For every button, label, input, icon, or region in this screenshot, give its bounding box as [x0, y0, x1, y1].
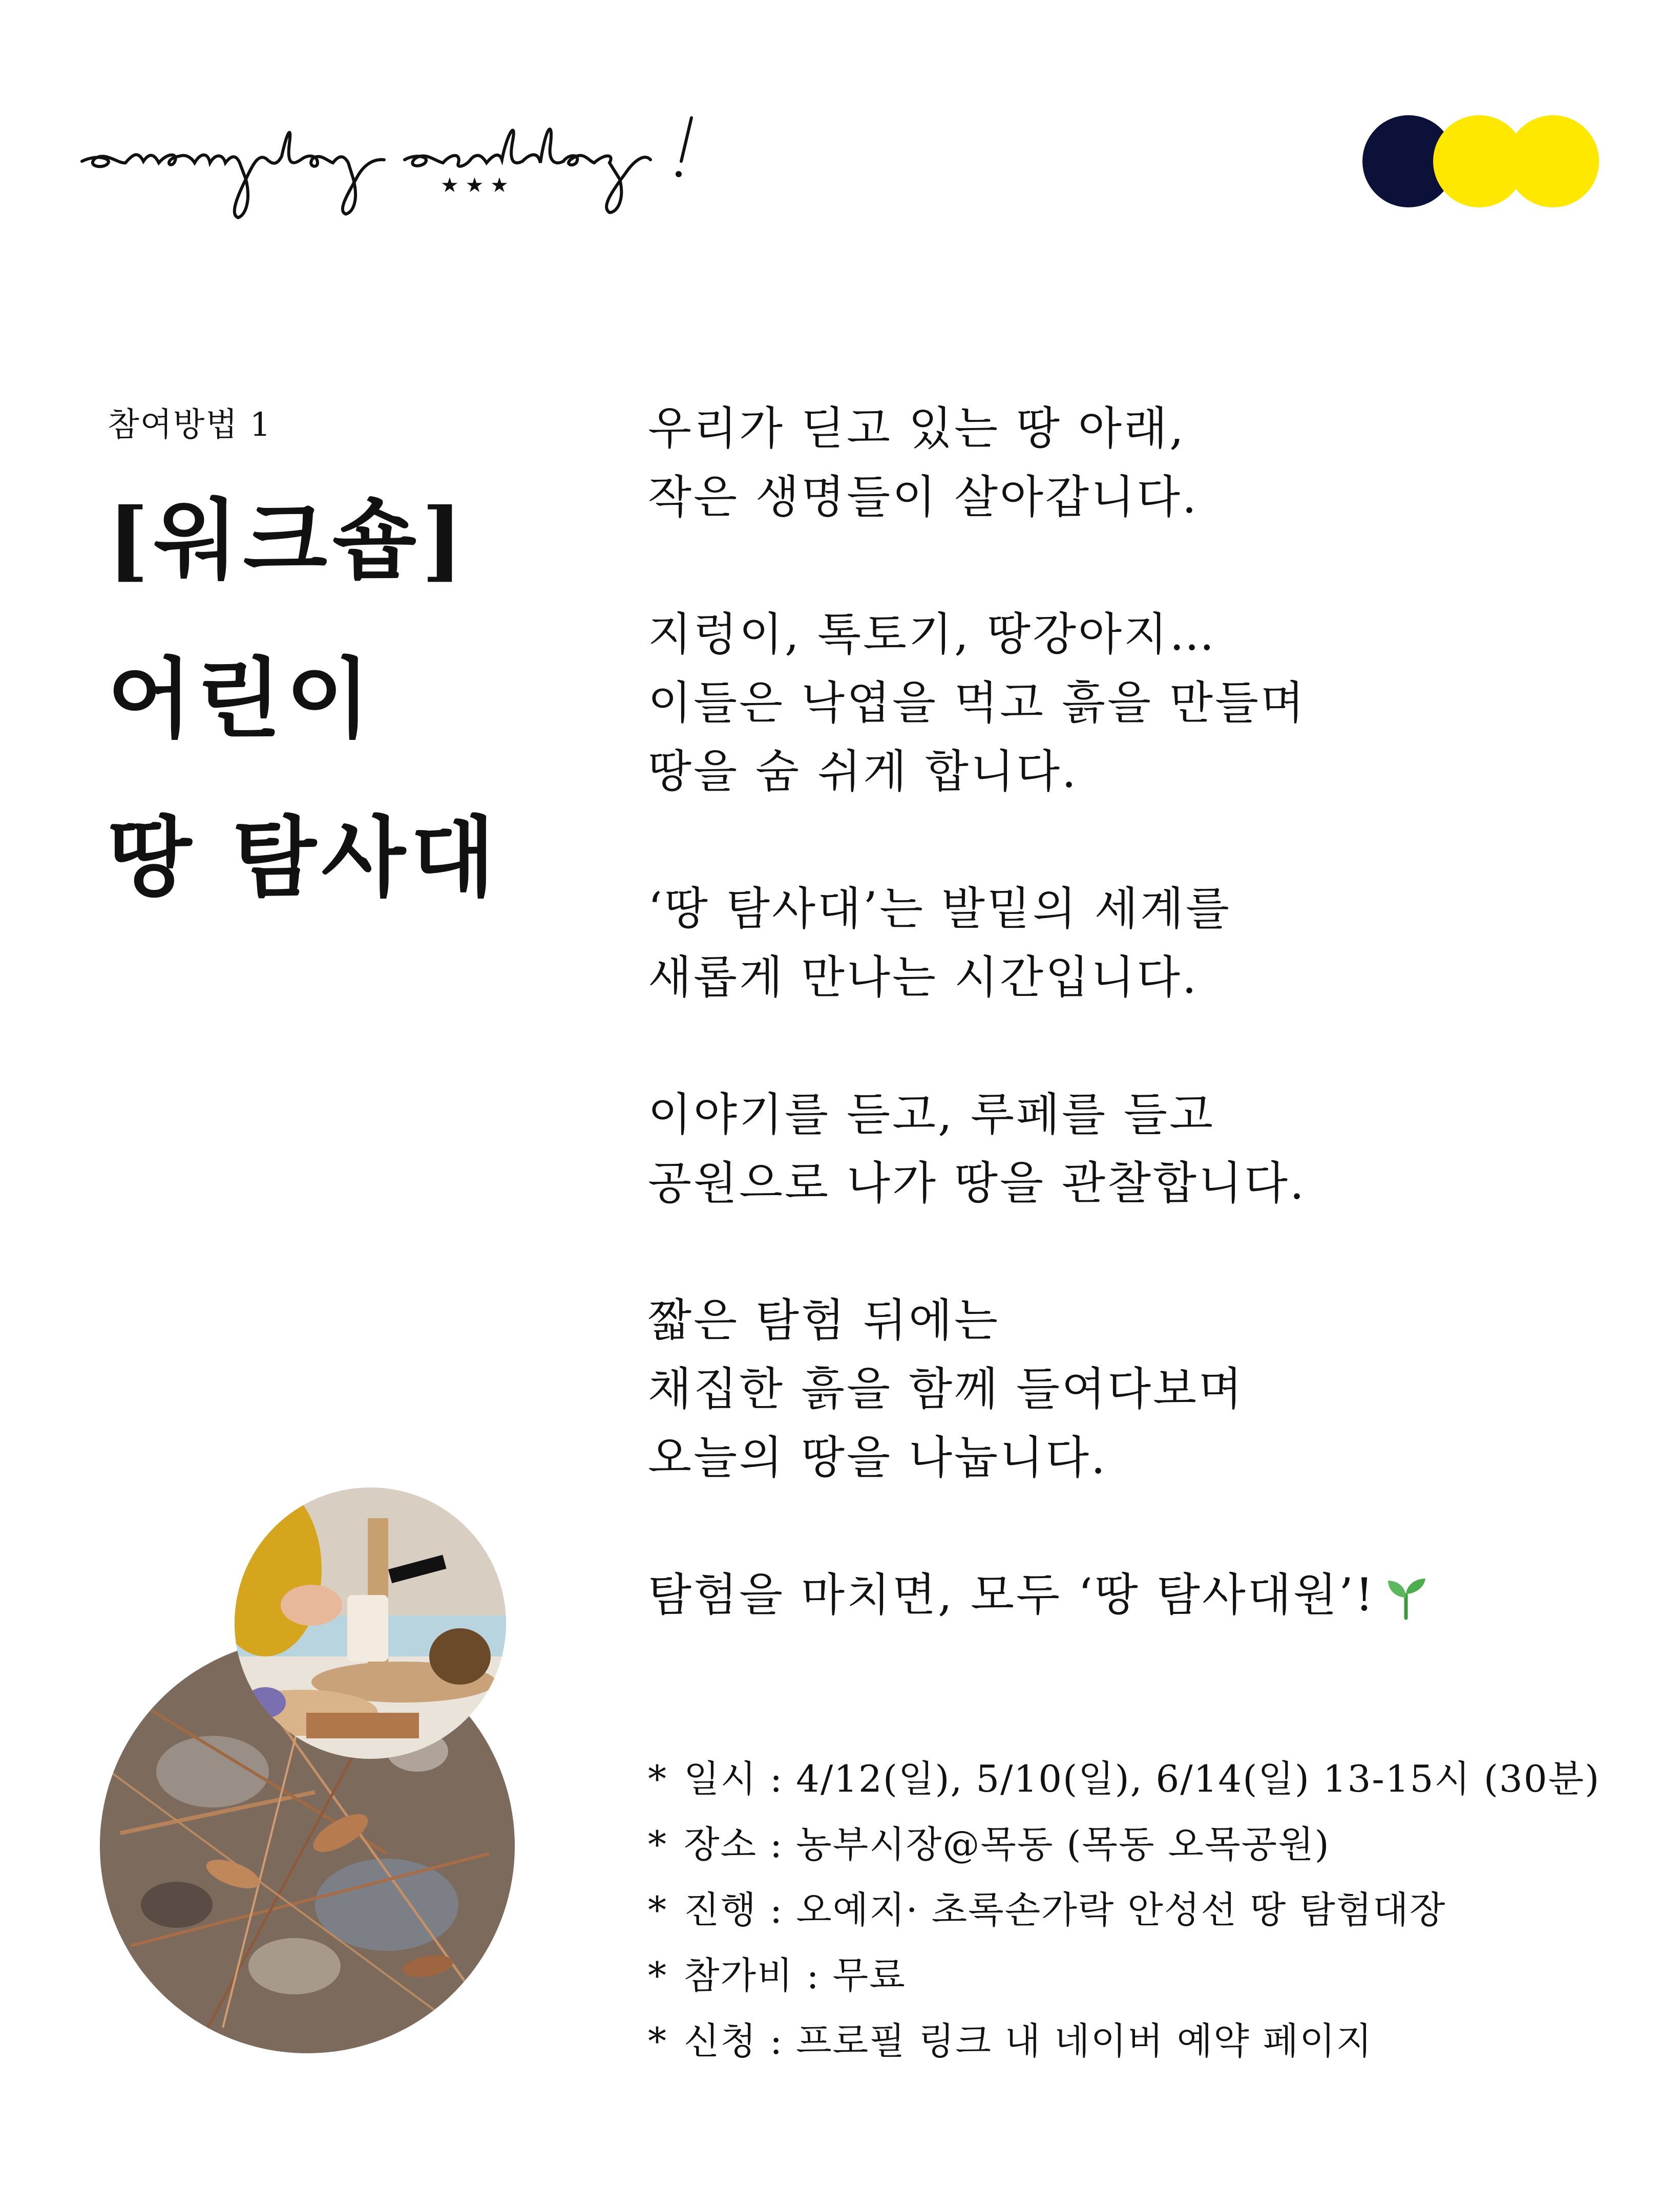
detail-item: [648, 1943, 1647, 2008]
title-line: 땅 탐사대: [108, 806, 500, 909]
svg-text:★ ★ ★: ★ ★ ★: [440, 174, 509, 197]
detail-item: [648, 1877, 1647, 1943]
body-text: [648, 394, 1621, 1698]
text-line: 땅을 숨 쉬게 합니다.: [648, 745, 1078, 798]
bullet: *: [648, 1823, 667, 1866]
seedling-icon: [1380, 1569, 1432, 1621]
title-line: 어린이: [108, 648, 375, 750]
detail-text: 신청 : 프로필 링크 내 네이버 예약 페이지: [684, 2019, 1373, 2062]
paragraph: [648, 1080, 1621, 1218]
text-line: [648, 1561, 1621, 1629]
bullet: *: [648, 1888, 667, 1931]
page-title: [108, 489, 620, 937]
logo: [77, 102, 707, 225]
detail-text: 장소 : 농부시장@목동 (목동 오목공원): [684, 1823, 1330, 1866]
text-line: ‘땅 탐사대’는 발밑의 세계를: [648, 882, 1231, 935]
text-line: 오늘의 땅을 나눕니다.: [648, 1431, 1107, 1484]
detail-item: [648, 1746, 1647, 1812]
bullet: *: [648, 1757, 667, 1800]
text-line: 짧은 탐험 뒤에는: [648, 1294, 1000, 1347]
photo-child-workshop: [235, 1487, 506, 1759]
method-label: 참여방법 1: [108, 406, 272, 444]
detail-text: 일시 : 4/12(일), 5/10(일), 6/14(일) 13-15시 (30분): [684, 1757, 1601, 1800]
paragraph: [648, 394, 1621, 531]
detail-item: [648, 2008, 1647, 2074]
paragraph: [648, 875, 1621, 1012]
text-line: 공원으로 나가 땅을 관찰합니다.: [648, 1157, 1306, 1209]
paragraph: [648, 600, 1621, 806]
text-line: 작은 생명들이 살아갑니다.: [648, 471, 1199, 523]
detail-text: 참가비 : 무료: [684, 1954, 906, 1997]
text-line: 지렁이, 톡토기, 땅강아지…: [648, 608, 1216, 661]
closing-line: 탐험을 마치면, 모두 ‘땅 탐사대원’!: [648, 1568, 1376, 1621]
title-line: [워크숍]: [108, 489, 468, 591]
paragraph: [648, 1286, 1621, 1492]
bullet: *: [648, 2019, 667, 2062]
paragraph: [648, 1561, 1621, 1629]
bullet: *: [648, 1954, 667, 1997]
text-line: 이야기를 듣고, 루페를 들고: [648, 1088, 1215, 1141]
color-dots: [1362, 115, 1608, 212]
event-details: [648, 1746, 1647, 2074]
detail-item: [648, 1812, 1647, 1877]
text-line: 우리가 딛고 있는 땅 아래,: [648, 402, 1186, 455]
logo-script: [77, 102, 707, 225]
text-line: 채집한 흙을 함께 들여다보며: [648, 1363, 1245, 1415]
text-line: 새롭게 만나는 시간입니다.: [648, 951, 1199, 1004]
yellow-dot: [1507, 115, 1599, 207]
detail-text: 진행 : 오예지· 초록손가락 안성선 땅 탐험대장: [684, 1888, 1446, 1931]
text-line: 이들은 낙엽을 먹고 흙을 만들며: [648, 676, 1306, 729]
